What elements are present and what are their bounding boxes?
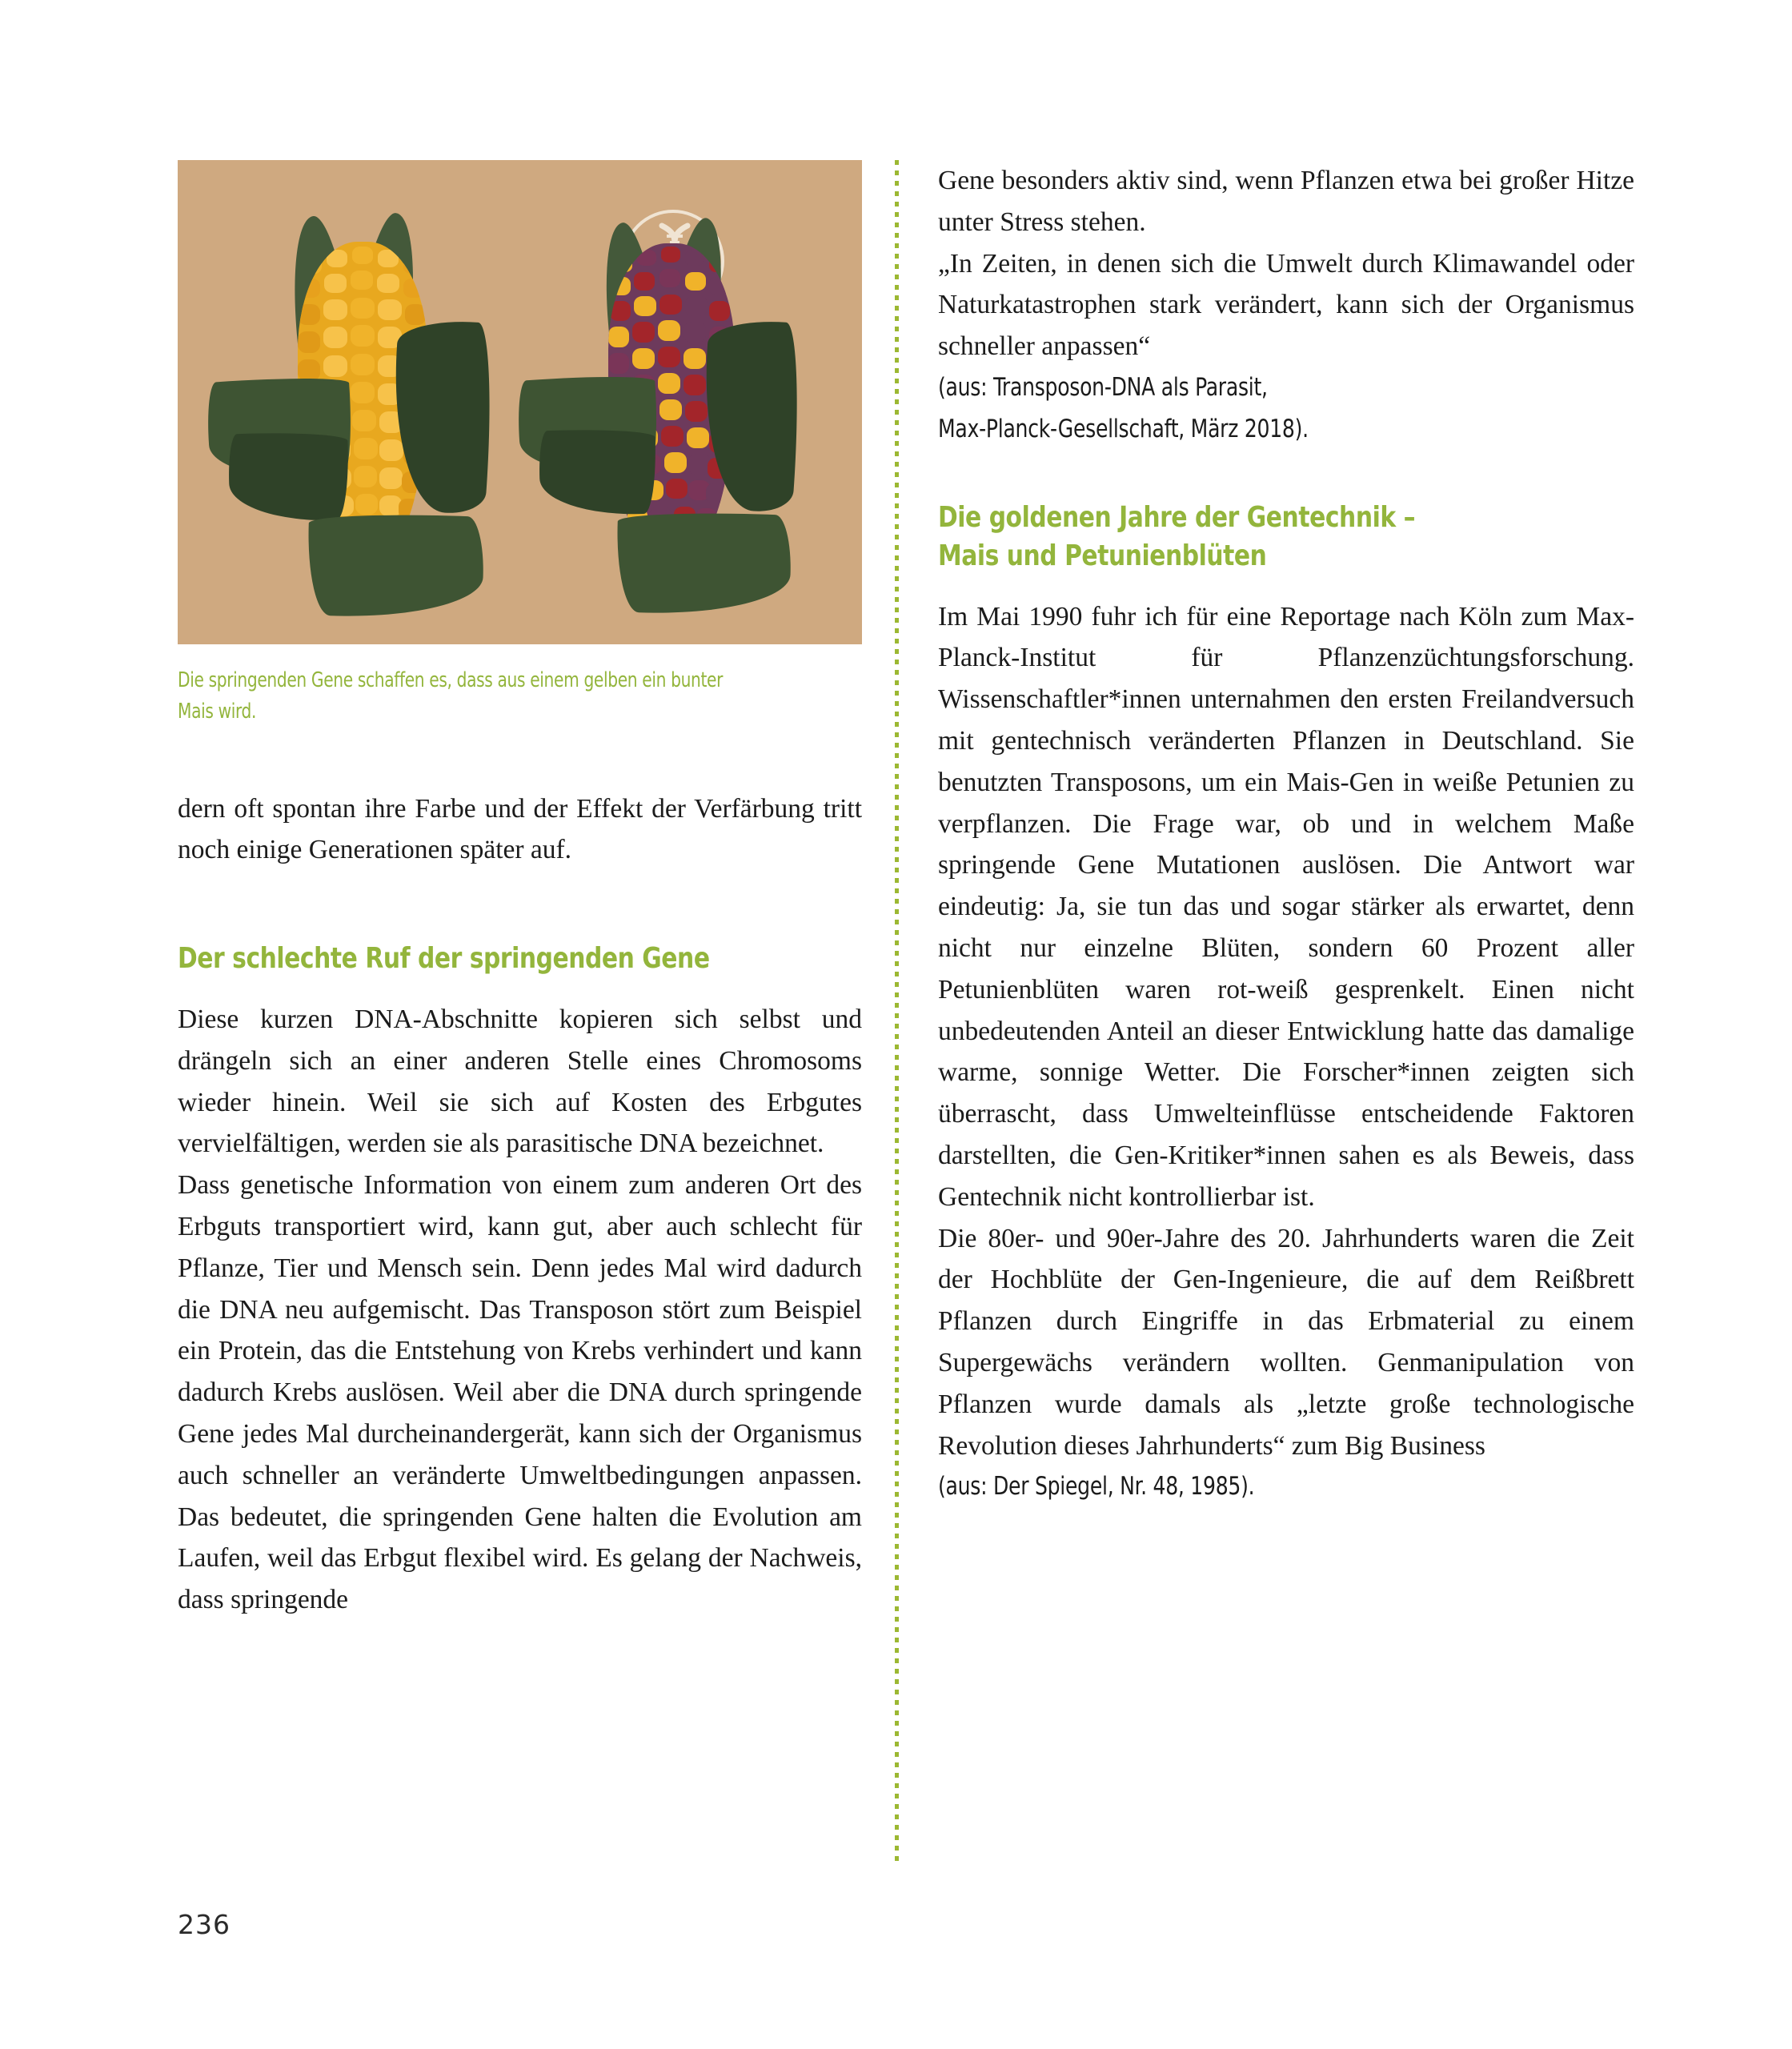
source-citation-line-1: (aus: Transposon-DNA als Parasit,: [938, 372, 1268, 402]
heading-der-schlechte-ruf: Der schlechte Ruf der springenden Gene: [178, 942, 710, 976]
husk-leaf-bottom-3: [615, 509, 792, 618]
left-continuation-block: [178, 788, 862, 872]
right-quote-paragraph: „In Zeiten, in denen sich die Umwelt durch Klimawandel oder Naturkatastrophen stark verändert, kann sich der Organismus schneller anpassen“: [938, 248, 1634, 362]
left-column: [178, 160, 862, 1621]
heading-goldene-jahre-line-2: Mais und Petunienblüten: [938, 539, 1267, 572]
left-paragraph-1: Diese kurzen DNA-Abschnitte kopieren sich selbst und drängeln sich an einer anderen Stelle eines Chromosoms wieder hinein. Weil sie sich auf Kosten des Erbgutes vervielfältigen, werden sie als parasitische DNA bezeichnet.: [178, 1004, 862, 1159]
source-citation-line-2: Max-Planck-Gesellschaft, März 2018).: [938, 414, 1309, 443]
husk-leaf-front-left-lower: [227, 430, 351, 523]
right-column: [938, 160, 1634, 1508]
left-paragraph-2: Dass genetische Information von einem zum anderen Ort des Erbguts transportiert wird, kann gut, aber auch schlecht für Pflanze, Tier und Mensch sein. Denn jedes Mal wird dadurch die DNA neu aufgemischt. Das Transposon stört zum Beispiel ein Protein, das die Entstehung von Krebs verhindert und kann dadurch Krebs auslösen. Weil aber die DNA durch springende Gene jedes Mal durcheinandergerät, kann sich der Organismus auch schneller an veränderte Umweltbedingungen anpassen. Das bedeutet, die springenden Gene halten die Evolution am Laufen, weil das Erbgut flexibel wird. Es gelang der Nachweis, dass springende: [178, 1170, 862, 1615]
heading-goldene-jahre-line-1: Die goldenen Jahre der Gentechnik –: [938, 500, 1416, 534]
right-paragraph-1: Im Mai 1990 fuhr ich für eine Reportage nach Köln zum Max-Planck-Institut für Pflanzenzüchtungsforschung. Wissenschaftler*innen unternahmen den ersten Freilandversuch mit gentechnisch veränderten Pflanzen in Deutschland. Sie benutzten Transposons, um ein Mais-Gen in weiße Petunien zu verpflanzen. Die Frage war, ob und in welchem Maße springende Gene Mutationen auslösen. Die Antwort war eindeutig: Ja, sie tun das und sogar stärker als erwartet, denn nicht nur einzelne Blüten, sondern 60 Prozent aller Petunienblüten waren rot-weiß gesprenkelt. Einen nicht unbedeutenden Anteil an dieser Entwicklung hatte das damalige warme, sonnige Wetter. Die Forscher*innen zeigten sich überrascht, dass Umwelteinflüsse entscheidende Faktoren darstellten, die Gen-Kritiker*innen sahen es als Beweis, dass Gentechnik nicht kontrollierbar ist.: [938, 601, 1634, 1212]
yellow-corn-plant: [202, 192, 506, 640]
page-number: 236: [178, 1909, 231, 1940]
heading-goldene-jahre: [938, 499, 1578, 575]
husk-leaf-front-left-lower-3: [538, 427, 658, 517]
right-top-block: [938, 160, 1634, 367]
corn-illustration: [178, 160, 862, 644]
right-continuation-paragraph: Gene besonders aktiv sind, wenn Pflanzen etwa bei großer Hitze unter Stress stehen.: [938, 166, 1634, 237]
right-paragraph-2: Die 80er- und 90er-Jahre des 20. Jahrhunderts waren die Zeit der Hochblüte der Gen-Ingenieure, die auf dem Reißbrett Pflanzen durch Eingriffe in das Erbmaterial zu einem Supergewächs verändern wollten. Genmanipulation von Pflanzen wurde damals als „letzte große technologische Revolution dieses Jahrhunderts“ zum Big Business: [938, 1223, 1634, 1461]
left-continuation-paragraph: dern oft spontan ihre Farbe und der Effekt der Verfärbung tritt noch einige Generationen später auf.: [178, 793, 862, 865]
figure-caption: Die springenden Gene schaffen es, dass aus einem gelben ein bunter Mais wird.: [178, 668, 724, 724]
husk-leaf-bottom: [306, 511, 485, 621]
multicolor-corn-plant: [514, 208, 834, 644]
source-citation-mpg: [938, 367, 1565, 451]
left-body-block: [178, 999, 862, 1621]
source-citation-spiegel: (aus: Der Spiegel, Nr. 48, 1985).: [938, 1472, 1255, 1502]
column-divider: [895, 160, 899, 1861]
right-body-block: [938, 596, 1634, 1467]
